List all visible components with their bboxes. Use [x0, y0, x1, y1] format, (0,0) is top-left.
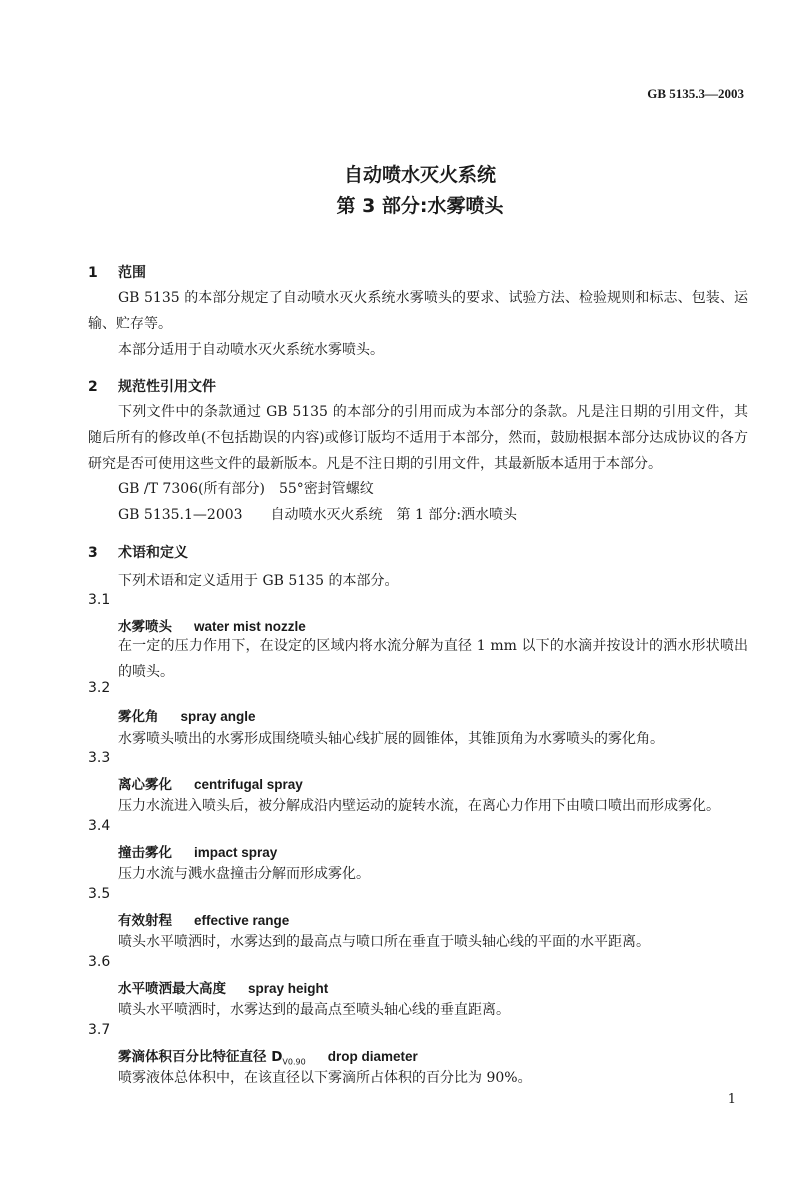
term-en: water mist nozzle	[194, 619, 306, 634]
term-definition: 水雾喷头喷出的水雾形成围绕喷头轴心线扩展的圆锥体，其锥顶角为水雾喷头的雾化角。	[118, 731, 664, 747]
term-en: drop diameter	[327, 1049, 418, 1064]
reference-item: GB 5135.1—2003 自动喷水灭火系统 第 1 部分:洒水喷头	[118, 507, 518, 523]
term-zh: 水平喷洒最大高度	[118, 981, 226, 997]
section-number: 1	[88, 265, 98, 281]
document-title: 自动喷水灭火系统	[343, 164, 496, 186]
section-number: 2	[88, 379, 98, 395]
term	[118, 977, 328, 997]
section-heading-terms	[88, 542, 188, 562]
term-definition: 喷头水平喷洒时，水雾达到的最高点与喷口所在垂直于喷头轴心线的平面的水平距离。	[118, 934, 650, 950]
clause-number: 3.6	[88, 954, 111, 970]
term-zh: 撞击雾化	[118, 845, 172, 861]
term-zh: 雾化角	[118, 709, 159, 725]
term	[118, 705, 256, 725]
term-subscript: V0.90	[282, 1057, 306, 1067]
paragraph: 下列文件中的条款通过 GB 5135 的本部分的引用而成为本部分的条款。凡是注日期的引用文件，其随后所有的修改单(不包括勘误的内容)或修订版均不适用于本部分，然而，鼓励根据本部分达成协议的各方研究是否可使用这些文件的最新版本。凡是不注日期的引用文件，其最新版本适用于本部分。	[88, 404, 748, 472]
term	[118, 615, 306, 635]
page-number: 1	[727, 1092, 736, 1107]
document-subtitle: 第 3 部分:水雾喷头	[336, 195, 504, 217]
term-zh: 离心雾化	[118, 777, 172, 793]
clause-number: 3.7	[88, 1022, 111, 1038]
term-en: spray height	[248, 981, 329, 996]
clause-number: 3.1	[88, 592, 111, 608]
term-definition: 喷雾液体总体积中，在该直径以下雾滴所占体积的百分比为 90%。	[118, 1070, 532, 1086]
term-en: impact spray	[194, 845, 278, 860]
standard-number: GB 5135.3—2003	[647, 86, 744, 101]
section-number: 3	[88, 545, 98, 561]
section-heading-scope	[88, 262, 146, 282]
section-title: 规范性引用文件	[118, 379, 216, 395]
clause-number: 3.3	[88, 750, 111, 766]
paragraph: 下列术语和定义适用于 GB 5135 的本部分。	[118, 573, 399, 589]
term-definition: 压力水流与溅水盘撞击分解而形成雾化。	[118, 866, 370, 882]
term	[118, 773, 303, 793]
section-title: 范围	[118, 265, 146, 281]
term	[118, 841, 277, 861]
term-definition: 喷头水平喷洒时，水雾达到的最高点至喷头轴心线的垂直距离。	[118, 1002, 510, 1018]
term	[118, 1045, 418, 1067]
term-en: spray angle	[180, 709, 256, 724]
term-en: effective range	[194, 913, 290, 928]
section-heading-references	[88, 376, 216, 396]
clause-number: 3.5	[88, 886, 111, 902]
section-title: 术语和定义	[118, 545, 188, 561]
clause-number: 3.4	[88, 818, 111, 834]
paragraph: GB 5135 的本部分规定了自动喷水灭火系统水雾喷头的要求、试验方法、检验规则和标志、包装、运输、贮存等。	[88, 290, 748, 332]
reference-item: GB /T 7306(所有部分) 55°密封管螺纹	[118, 481, 374, 497]
term-definition: 在一定的压力作用下，在设定的区域内将水流分解为直径 1 mm 以下的水滴并按设计的洒水形状喷出的喷头。	[118, 638, 748, 680]
term-en: centrifugal spray	[194, 777, 303, 792]
term-zh: 有效射程	[118, 913, 172, 929]
clause-number: 3.2	[88, 680, 111, 696]
term-zh: 雾滴体积百分比特征直径 D	[118, 1049, 283, 1065]
term-definition: 压力水流进入喷头后，被分解成沿内壁运动的旋转水流，在离心力作用下由喷口喷出而形成雾化。	[118, 798, 720, 814]
term	[118, 909, 289, 929]
term-zh: 水雾喷头	[118, 619, 172, 635]
paragraph: 本部分适用于自动喷水灭火系统水雾喷头。	[118, 342, 384, 358]
